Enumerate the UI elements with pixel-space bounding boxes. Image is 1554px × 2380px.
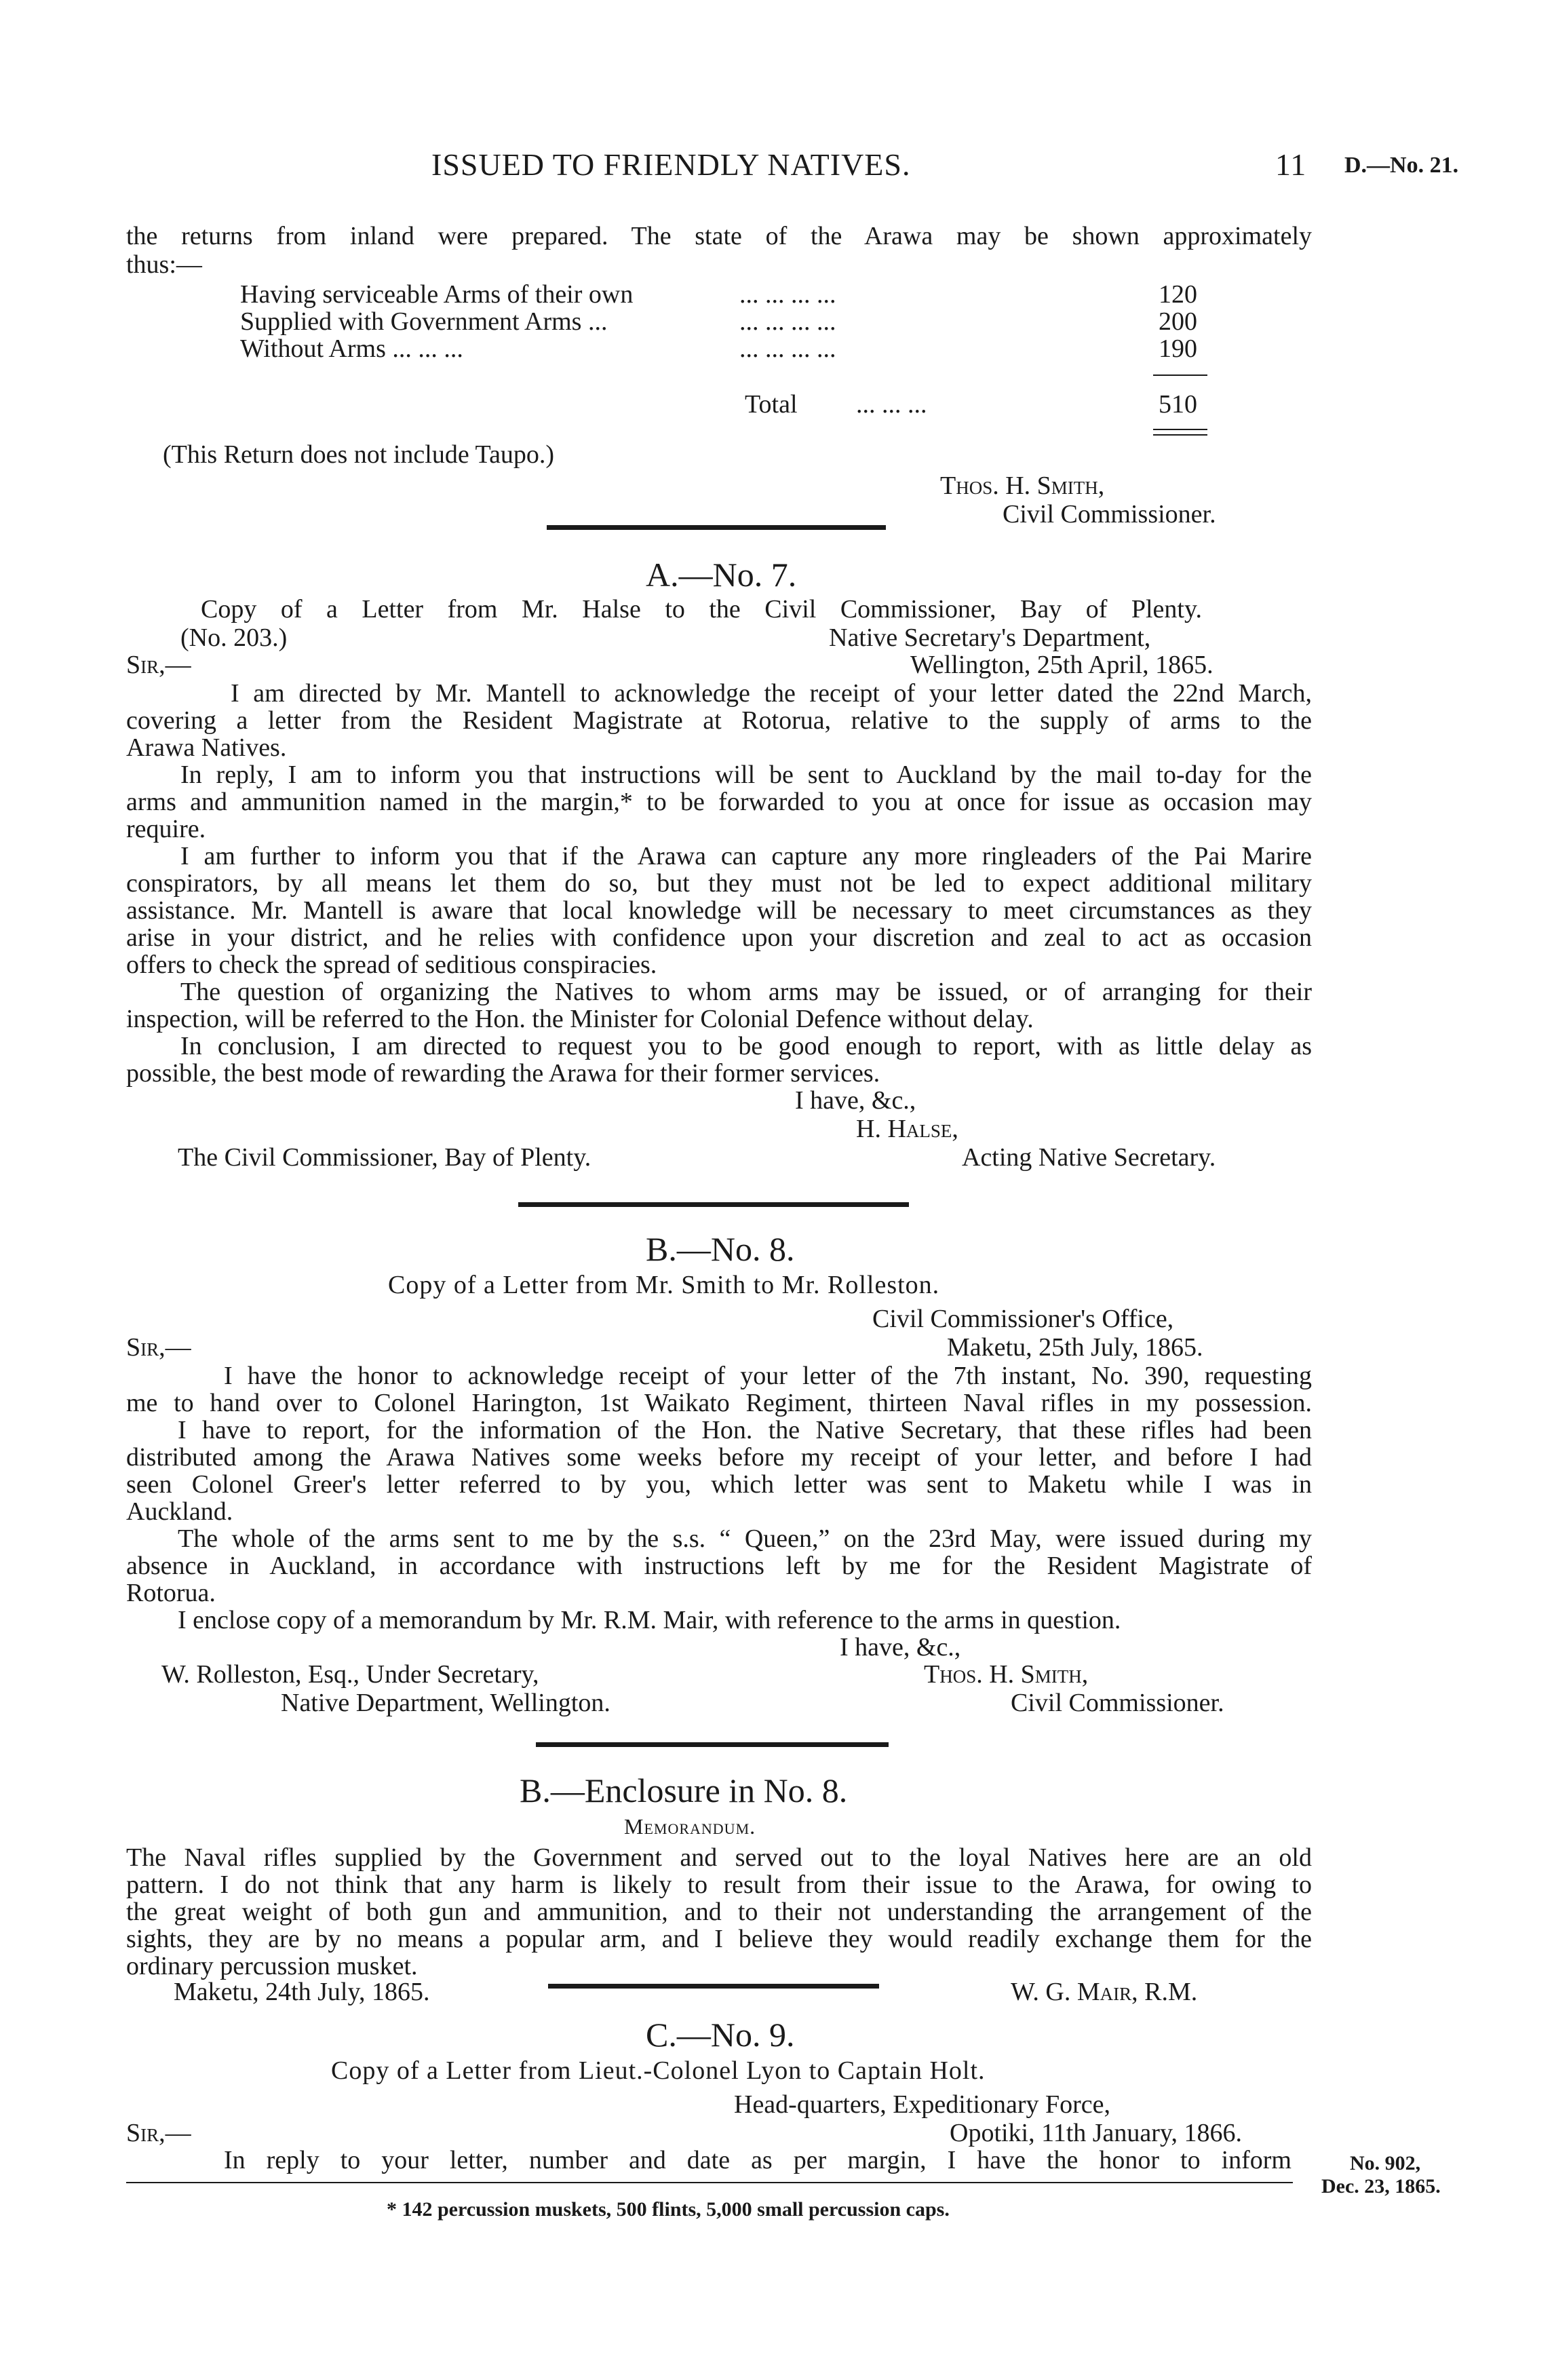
total-leader: ... ... ... [856,390,927,419]
arms-row-label: Having serviceable Arms of their own [240,280,634,309]
arms-row-value: 200 [1159,307,1197,336]
footnote: * 142 percussion muskets, 500 flints, 5,000 small percussion caps. [387,2198,950,2221]
letter-line: I have the honor to acknowledge receipt of your letter of the 7th instant, No. 390, requesting [224,1362,1312,1390]
footnote-rule [126,2182,1293,2183]
letter-line: covering a letter from the Resident Magistrate at Rotorua, relative to the supply of arms to the [126,706,1312,735]
salutation: Sir,— [126,651,191,679]
letter-line: assistance. Mr. Mantell is aware that local knowledge will be necessary to meet circumstances as they [126,896,1312,925]
signature-title: Civil Commissioner. [1011,1689,1224,1717]
memo-line: pattern. I do not think that any harm is likely to result from their issue to the Arawa, for owing to [126,1870,1312,1899]
arms-row-leader: ... ... ... ... [739,334,836,363]
page-number: 11 [1275,147,1307,182]
section-divider [547,525,886,530]
section-heading: B.—No. 8. [646,1230,795,1268]
section-divider [518,1202,909,1207]
total-label: Total [745,390,798,419]
letter-line: offers to check the spread of seditious conspiracies. [126,951,657,979]
letter-address: Native Secretary's Department, [829,623,1151,652]
section-subtitle: Memorandum. [624,1814,756,1839]
section-subtitle: Copy of a Letter from Mr. Smith to Mr. Rolleston. [388,1271,940,1299]
letter-line: seen Colonel Greer's letter referred to by you, which letter was sent to Maketu while I was in [126,1470,1312,1499]
memo-line: The Naval rifles supplied by the Government and served out to the loyal Natives here are an old [126,1843,1312,1872]
arms-row-leader: ... ... ... ... [739,307,836,336]
signature-name: Thos. H. Smith, [924,1660,1089,1689]
intro-line: the returns from inland were prepared. The state of the Arawa may be shown approximately [126,222,1312,250]
letter-line: conspirators, by all means let them do so, but they must not be led to expect additional military [126,869,1312,898]
section-heading: A.—No. 7. [646,556,797,594]
memo-signature: W. G. Mair, R.M. [1011,1978,1198,2006]
arms-row-label: Supplied with Government Arms ... [240,307,608,336]
letter-reference: (No. 203.) [180,623,288,652]
letter-line: arise in your district, and he relies with confidence upon your discretion and zeal to act as occasion [126,923,1312,952]
letter-line: I have to report, for the information of the Hon. the Native Secretary, that these rifles had been [178,1416,1312,1444]
letter-line: The whole of the arms sent to me by the s.s. “ Queen,” on the 23rd May, were issued during my [178,1524,1312,1553]
letter-address: Maketu, 25th July, 1865. [947,1333,1203,1362]
letter-address: Head-quarters, Expeditionary Force, [734,2090,1111,2119]
memo-line: ordinary percussion musket. [126,1952,418,1980]
memo-line: the great weight of both gun and ammunition, and to their not understanding the arrangement of the [126,1898,1312,1926]
signature-title: Acting Native Secretary. [962,1143,1216,1172]
arms-row-value: 120 [1159,280,1197,309]
letter-line: The question of organizing the Natives to whom arms may be issued, or of arranging for their [180,978,1312,1006]
letter-line: Arawa Natives. [126,733,287,762]
signature-name: H. Halse, [856,1115,958,1143]
letter-line: I am further to inform you that if the Arawa can capture any more ringleaders of the Pai Marire [180,842,1312,870]
section-subtitle: Copy of a Letter from Lieut.-Colonel Lyon to Captain Holt. [331,2056,986,2085]
section-heading: B.—Enclosure in No. 8. [520,1771,848,1809]
margin-note: No. 902, [1350,2152,1421,2174]
letter-address: Opotiki, 11th January, 1866. [950,2119,1242,2147]
salutation: Sir,— [126,2119,191,2147]
total-rule [1153,375,1207,376]
memo-place-date: Maketu, 24th July, 1865. [174,1978,430,2006]
letter-line: distributed among the Arawa Natives some weeks before my receipt of your letter, and before I had [126,1443,1312,1472]
letter-line: Rotorua. [126,1579,216,1607]
letter-address: Civil Commissioner's Office, [872,1305,1174,1333]
letter-line: me to hand over to Colonel Harington, 1st Waikato Regiment, thirteen Naval rifles in my possession. [126,1389,1312,1417]
letter-line: possible, the best mode of rewarding the Arawa for their former services. [126,1059,880,1088]
letter-line: Auckland. [126,1497,233,1526]
letter-line: arms and ammunition named in the margin,* to be forwarded to you at once for issue as occasion may [126,788,1312,816]
letter-line: I am directed by Mr. Mantell to acknowledge the receipt of your letter dated the 22nd March, [231,679,1312,708]
total-double-rule [1153,434,1207,436]
section-subtitle: Copy of a Letter from Mr. Halse to the Civil Commissioner, Bay of Plenty. [201,595,1202,623]
addressee: The Civil Commissioner, Bay of Plenty. [178,1143,591,1172]
letter-line: inspection, will be referred to the Hon. the Minister for Colonial Defence without delay. [126,1005,1034,1033]
section-heading: C.—No. 9. [646,2016,795,2054]
letter-line: require. [126,815,206,843]
page-title: ISSUED TO FRIENDLY NATIVES. [431,147,911,182]
letter-line: In reply to your letter, number and date as per margin, I have the honor to inform [224,2146,1291,2174]
arms-row-leader: ... ... ... ... [739,280,836,309]
signature-name: Thos. H. Smith, [940,472,1105,500]
signature-title: Civil Commissioner. [1003,500,1216,529]
letter-close: I have, &c., [795,1086,916,1115]
letter-line: In reply, I am to inform you that instructions will be sent to Auckland by the mail to-day for the [180,761,1312,789]
document-reference: D.—No. 21. [1344,153,1459,178]
letter-close: I have, &c., [840,1633,961,1662]
letter-address: Wellington, 25th April, 1865. [910,651,1213,679]
addressee: W. Rolleston, Esq., Under Secretary, [161,1660,539,1689]
arms-row-value: 190 [1159,334,1197,363]
arms-row-label: Without Arms ... ... ... [240,334,463,363]
intro-line: thus:— [126,250,202,279]
total-double-rule [1153,429,1207,430]
total-value: 510 [1159,390,1197,419]
margin-note: Dec. 23, 1865. [1321,2175,1441,2197]
addressee: Native Department, Wellington. [281,1689,610,1717]
letter-line: In conclusion, I am directed to request you to be good enough to report, with as little delay as [180,1032,1312,1060]
section-divider [548,1984,879,1989]
letter-line: I enclose copy of a memorandum by Mr. R.M. Mair, with reference to the arms in question. [178,1606,1121,1634]
return-note: (This Return does not include Taupo.) [163,440,555,469]
letter-line: absence in Auckland, in accordance with instructions left by me for the Resident Magistrate of [126,1552,1312,1580]
section-divider [536,1742,889,1747]
memo-line: sights, they are by no means a popular arm, and I believe they would readily exchange them for the [126,1925,1312,1953]
salutation: Sir,— [126,1333,191,1362]
